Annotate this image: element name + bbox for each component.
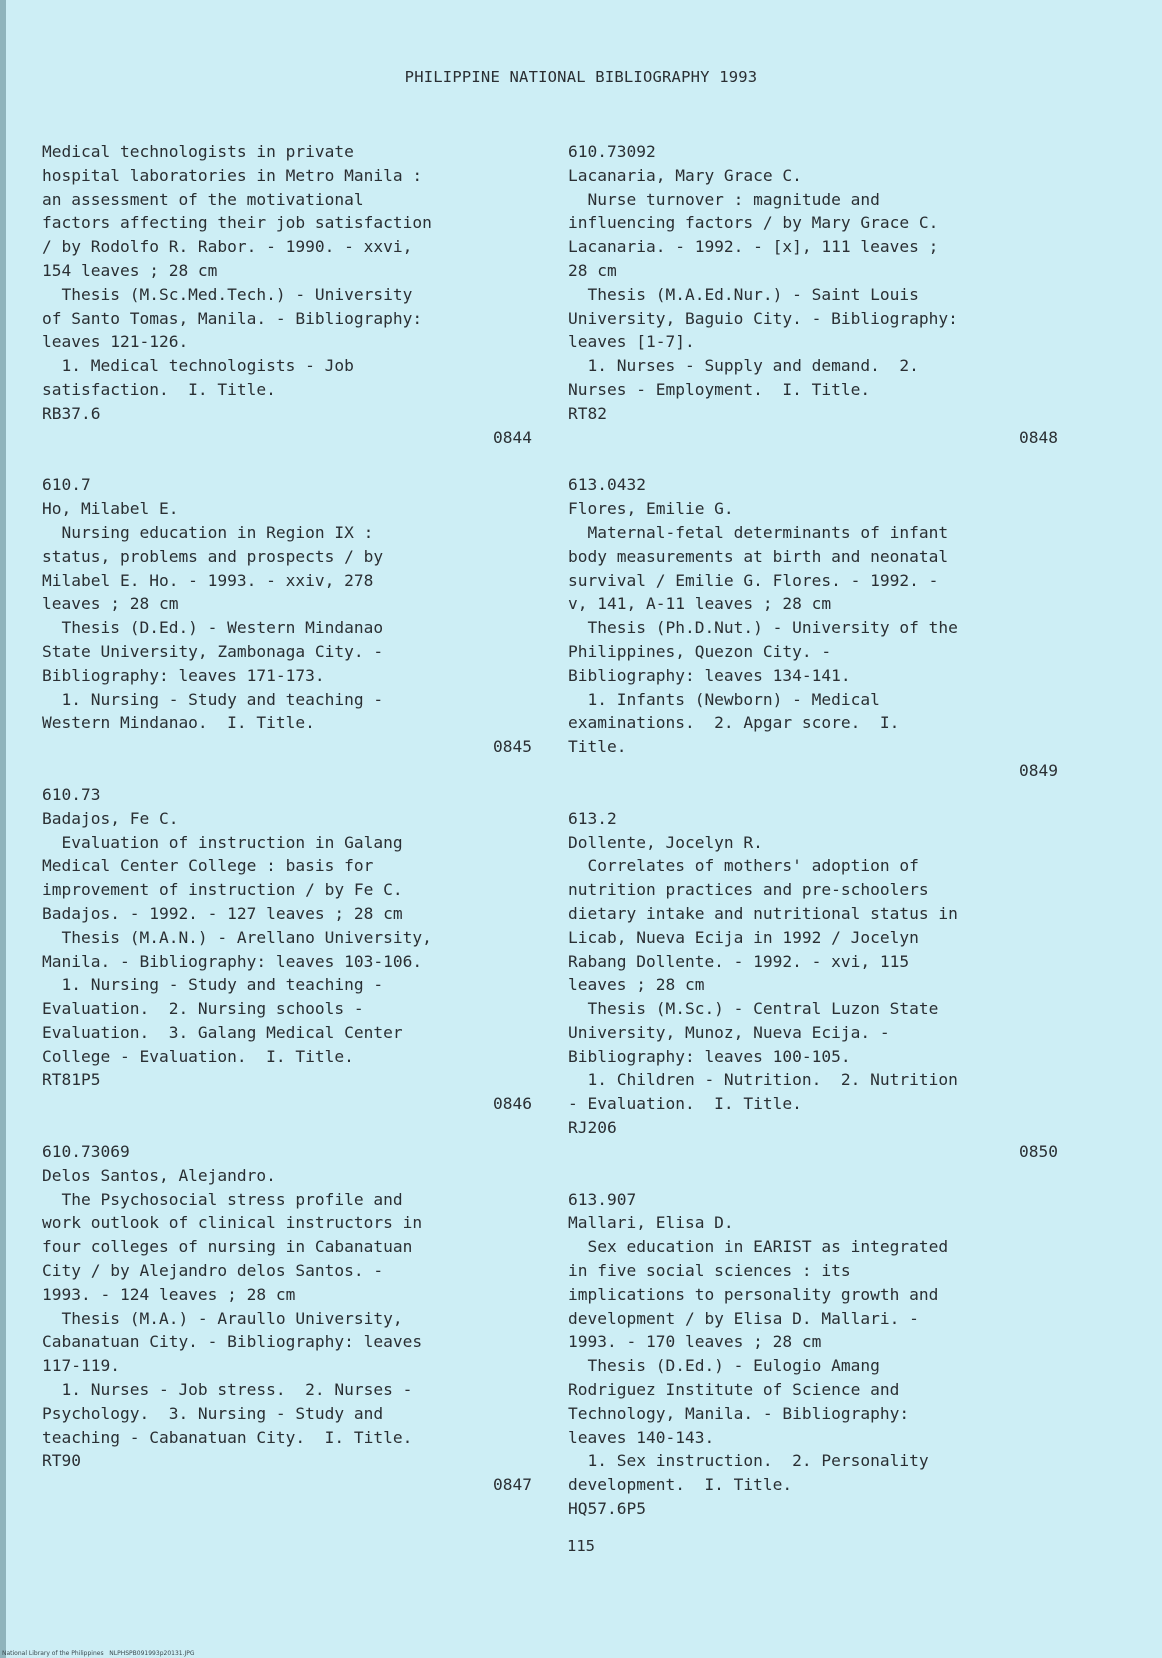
entry-number: 0850 xyxy=(1019,1141,1058,1161)
entry-line: Bibliography: leaves 134-141. xyxy=(568,665,851,685)
entry-line: Licab, Nueva Ecija in 1992 / Jocelyn xyxy=(568,927,919,947)
entry-line: Nursing education in Region IX : xyxy=(42,522,374,542)
entry-line: Bibliography: leaves 171-173. xyxy=(42,665,325,685)
entry-line: / by Rodolfo R. Rabor. - 1990. - xxvi, xyxy=(42,237,413,257)
entry-line: 610.7 xyxy=(42,475,91,495)
entry-line: 610.73 xyxy=(42,784,101,804)
entry-line: Thesis (M.A.Ed.Nur.) - Saint Louis xyxy=(568,284,919,304)
entry-line: Evaluation. 3. Galang Medical Center xyxy=(42,1022,403,1042)
entry-line: factors affecting their job satisfaction xyxy=(42,213,432,233)
entry-line: Bibliography: leaves 100-105. xyxy=(568,1046,851,1066)
entry-line: v, 141, A-11 leaves ; 28 cm xyxy=(568,594,832,614)
entry-number: 0844 xyxy=(493,427,532,447)
entry-line: body measurements at birth and neonatal xyxy=(568,546,949,566)
entry-line: Dollente, Jocelyn R. xyxy=(568,832,763,852)
entry-line: 610.73092 xyxy=(568,142,656,161)
bibliography-entry xyxy=(42,140,532,449)
entry-line: leaves ; 28 cm xyxy=(568,975,705,995)
entry-line: 1. Sex instruction. 2. Personality xyxy=(568,1451,929,1471)
entry-line: The Psychosocial stress profile and xyxy=(42,1189,403,1209)
entry-line: development. I. Title. xyxy=(568,1475,793,1495)
entry-line: RT90 xyxy=(42,1451,81,1471)
entry-line: 1. Nursing - Study and teaching - xyxy=(42,689,384,709)
entry-line: 610.73069 xyxy=(42,1142,130,1162)
entry-number: 0846 xyxy=(493,1094,532,1114)
entry-line: 28 cm xyxy=(568,260,617,280)
entry-line: dietary intake and nutritional status in xyxy=(568,903,958,923)
entry-line: 1993. - 170 leaves ; 28 cm xyxy=(568,1332,822,1352)
entry-line: examinations. 2. Apgar score. I. xyxy=(568,713,900,733)
entry-line: implications to personality growth and xyxy=(568,1284,939,1304)
entry-line: Philippines, Quezon City. - xyxy=(568,641,832,661)
entry-line: 613.907 xyxy=(568,1189,637,1209)
entry-line: 1. Infants (Newborn) - Medical xyxy=(568,689,880,709)
entry-line: influencing factors / by Mary Grace C. xyxy=(568,213,939,233)
entry-line: leaves ; 28 cm xyxy=(42,594,179,614)
entry-line: leaves 140-143. xyxy=(568,1427,715,1447)
entry-line: 117-119. xyxy=(42,1356,120,1376)
entry-line: Badajos, Fe C. xyxy=(42,808,179,828)
entry-line: in five social sciences : its xyxy=(568,1261,851,1281)
entry-line: Delos Santos, Alejandro. xyxy=(42,1165,276,1185)
entry-line: Ho, Milabel E. xyxy=(42,499,179,519)
entry-line: Technology, Manila. - Bibliography: xyxy=(568,1403,910,1423)
page-header: PHILIPPINE NATIONAL BIBLIOGRAPHY 1993 xyxy=(404,68,758,86)
entry-line: Milabel E. Ho. - 1993. - xxiv, 278 xyxy=(42,570,374,590)
entry-line: Lacanaria. - 1992. - [x], 111 leaves ; xyxy=(568,237,939,257)
entry-line: College - Evaluation. I. Title. xyxy=(42,1046,354,1066)
entry-line: 1. Nurses - Job stress. 2. Nurses - xyxy=(42,1380,413,1400)
entry-line: an assessment of the motivational xyxy=(42,189,364,209)
entry-line: Evaluation of instruction in Galang xyxy=(42,832,403,852)
entry-line: RT82 xyxy=(568,403,607,423)
entry-line: work outlook of clinical instructors in xyxy=(42,1213,423,1233)
bibliography-entry xyxy=(42,473,532,759)
entry-line: four colleges of nursing in Cabanatuan xyxy=(42,1237,413,1257)
entry-line: RT81P5 xyxy=(42,1070,101,1090)
entry-line: Nurses - Employment. I. Title. xyxy=(568,379,871,399)
entry-line: City / by Alejandro delos Santos. - xyxy=(42,1261,384,1281)
entry-line: RJ206 xyxy=(568,1118,617,1138)
entry-line: 613.0432 xyxy=(568,475,646,495)
entry-line: Thesis (M.A.) - Araullo University, xyxy=(42,1308,403,1328)
entry-line: improvement of instruction / by Fe C. xyxy=(42,880,403,900)
entry-line: Correlates of mothers' adoption of xyxy=(568,856,919,876)
entry-line: Medical technologists in private xyxy=(42,142,354,161)
entry-line: Medical Center College : basis for xyxy=(42,856,374,876)
entry-line: Cabanatuan City. - Bibliography: leaves xyxy=(42,1332,423,1352)
entry-line: State University, Zambonaga City. - xyxy=(42,641,384,661)
entry-line: 1. Nurses - Supply and demand. 2. xyxy=(568,356,919,376)
entry-line: leaves [1-7]. xyxy=(568,332,695,352)
left-column xyxy=(42,140,532,1521)
entry-line: of Santo Tomas, Manila. - Bibliography: xyxy=(42,308,423,328)
entry-line: HQ57.6P5 xyxy=(568,1499,646,1519)
entry-line: University, Munoz, Nueva Ecija. - xyxy=(568,1022,890,1042)
entry-line: Lacanaria, Mary Grace C. xyxy=(568,165,802,185)
entry-line: teaching - Cabanatuan City. I. Title. xyxy=(42,1427,413,1447)
entry-line: 154 leaves ; 28 cm xyxy=(42,260,218,280)
entry-line: Thesis (M.Sc.Med.Tech.) - University xyxy=(42,284,413,304)
entry-line: Rabang Dollente. - 1992. - xvi, 115 xyxy=(568,951,910,971)
bibliography-entry xyxy=(568,473,1058,782)
entry-line: hospital laboratories in Metro Manila : xyxy=(42,165,423,185)
entry-line: Thesis (D.Ed.) - Western Mindanao xyxy=(42,618,384,638)
entry-line: leaves 121-126. xyxy=(42,332,189,352)
entry-line: Title. xyxy=(568,737,627,757)
bibliography-entry xyxy=(42,1140,532,1497)
entry-line: Psychology. 3. Nursing - Study and xyxy=(42,1403,384,1423)
entry-line: Rodriguez Institute of Science and xyxy=(568,1380,900,1400)
bibliography-entry xyxy=(568,807,1058,1164)
entry-number: 0849 xyxy=(1019,760,1058,780)
entry-line: survival / Emilie G. Flores. - 1992. - xyxy=(568,570,939,590)
page-edge-shadow xyxy=(0,0,6,1658)
entry-line: Flores, Emilie G. xyxy=(568,499,734,519)
entry-line: satisfaction. I. Title. xyxy=(42,379,276,399)
scan-footer: National Library of the Philippines NLPHSPB091993p20131.JPG xyxy=(2,1650,195,1657)
entry-line: 1993. - 124 leaves ; 28 cm xyxy=(42,1284,296,1304)
bibliography-entry xyxy=(568,140,1058,449)
entry-line: Manila. - Bibliography: leaves 103-106. xyxy=(42,951,423,971)
entry-line: Badajos. - 1992. - 127 leaves ; 28 cm xyxy=(42,903,403,923)
entry-line: Thesis (M.Sc.) - Central Luzon State xyxy=(568,999,939,1019)
entry-line: Maternal-fetal determinants of infant xyxy=(568,522,949,542)
entry-line: Sex education in EARIST as integrated xyxy=(568,1237,949,1257)
entry-line: Mallari, Elisa D. xyxy=(568,1213,734,1233)
entry-line: development / by Elisa D. Mallari. - xyxy=(568,1308,919,1328)
entry-number: 0847 xyxy=(493,1475,532,1495)
entry-line: 1. Nursing - Study and teaching - xyxy=(42,975,384,995)
entry-line: Western Mindanao. I. Title. xyxy=(42,713,315,733)
entry-line: University, Baguio City. - Bibliography: xyxy=(568,308,958,328)
bibliography-entry xyxy=(42,783,532,1116)
entry-line: Thesis (Ph.D.Nut.) - University of the xyxy=(568,618,958,638)
entry-line: Thesis (D.Ed.) - Eulogio Amang xyxy=(568,1356,880,1376)
entry-line: nutrition practices and pre-schoolers xyxy=(568,880,929,900)
entry-line: 613.2 xyxy=(568,808,617,828)
entry-line: Evaluation. 2. Nursing schools - xyxy=(42,999,364,1019)
bibliography-entry xyxy=(568,1188,1058,1521)
entry-number: 0848 xyxy=(1019,427,1058,447)
page-number: 115 xyxy=(567,1537,595,1555)
entry-line: RB37.6 xyxy=(42,403,101,423)
entry-line: 1. Children - Nutrition. 2. Nutrition xyxy=(568,1070,958,1090)
right-column xyxy=(568,140,1058,1545)
entry-line: 1. Medical technologists - Job xyxy=(42,356,354,376)
entry-line: Thesis (M.A.N.) - Arellano University, xyxy=(42,927,432,947)
entry-line: - Evaluation. I. Title. xyxy=(568,1094,802,1114)
entry-line: status, problems and prospects / by xyxy=(42,546,384,566)
entry-line: Nurse turnover : magnitude and xyxy=(568,189,880,209)
entry-number: 0845 xyxy=(493,737,532,757)
